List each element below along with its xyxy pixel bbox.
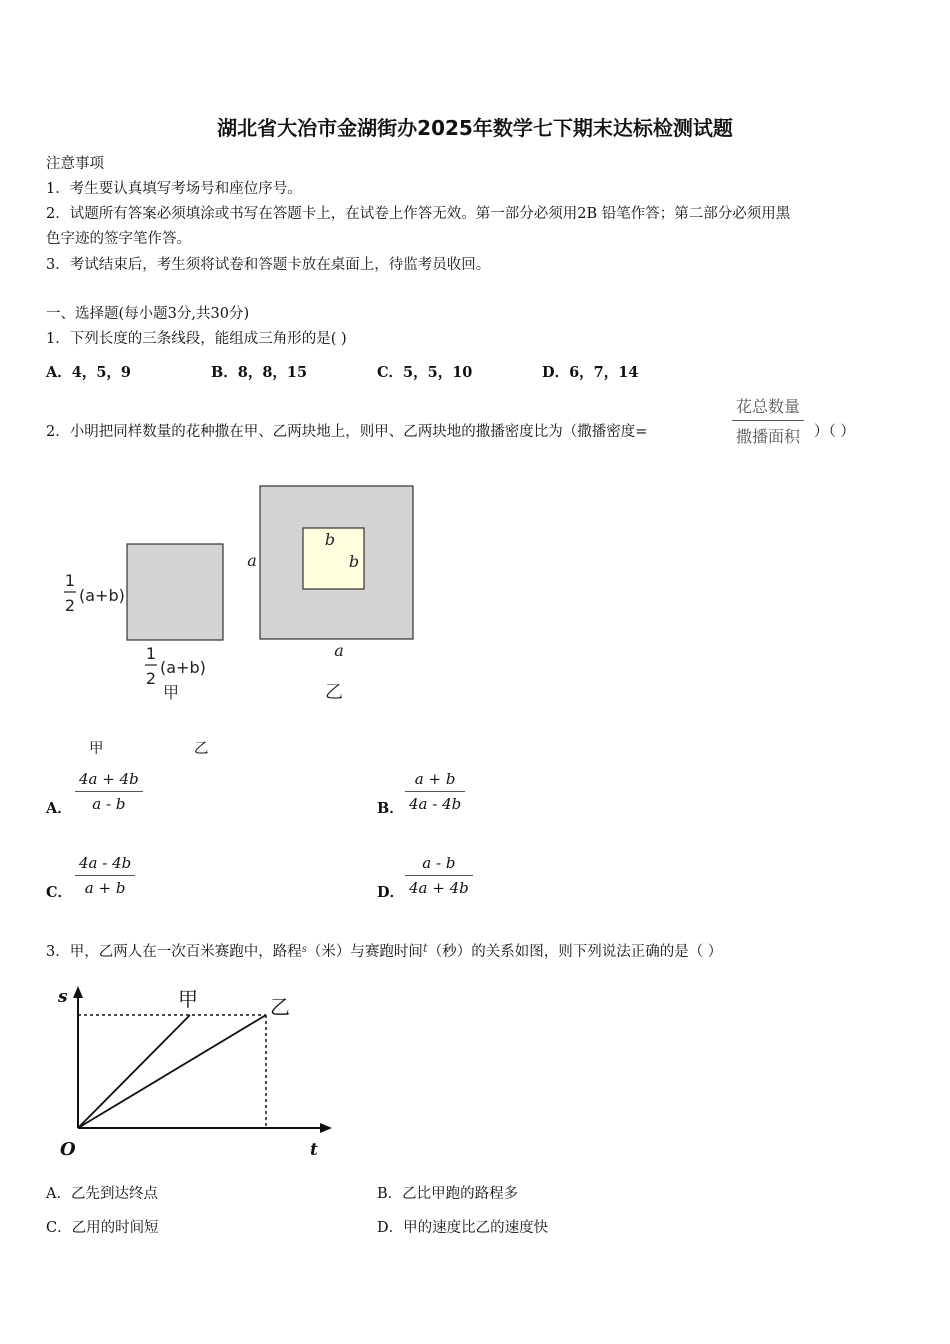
q2-caption-jia: 甲 — [89, 741, 104, 757]
q2-square-jia — [127, 544, 223, 640]
q1-option-b: B．8，8，15 — [211, 364, 308, 381]
q3-option-a-text: A．乙先到达终点 — [46, 1186, 158, 1202]
q3-stem-part-2: （米）与赛跑时间 — [306, 944, 423, 960]
q2-figure-label-yi: 乙 — [325, 682, 343, 703]
q2-option-c-den: a + b — [84, 879, 126, 897]
q3-label-yi: 乙 — [270, 995, 290, 1019]
q3-axis-label-s: s — [58, 987, 68, 1007]
q2-stem: 2．小明把同样数量的花种撒在甲、乙两块地上，则甲、乙两块地的撒播密度比为（撒播密度= — [46, 424, 648, 440]
q2-bottom-label-den: 2 — [145, 669, 157, 688]
q1-option-c: C．5，5，10 — [377, 364, 473, 381]
q3-stem-part-1: 3．甲，乙两人在一次百米赛跑中，路程 — [46, 944, 302, 960]
notice-item-1: 1．考生要认真填写考场号和座位序号。 — [46, 181, 302, 197]
q1-stem: 1．下列长度的三条线段，能组成三角形的是( ) — [46, 331, 347, 347]
q2-bottom-label-num: 1 — [145, 644, 157, 663]
q3-stem — [46, 940, 722, 961]
q2-option-d-den: 4a + 4b — [409, 879, 469, 897]
q2-option-c-num: 4a - 4b — [75, 854, 135, 876]
q2-option-d-num: a - b — [405, 854, 473, 876]
q2-option-d-letter: D． — [377, 884, 405, 901]
q1-option-a: A．4，5，9 — [46, 364, 132, 381]
q2-option-c-letter: C． — [46, 884, 73, 901]
q2-label-b-top: b — [324, 530, 336, 549]
q2-left-label-den: 2 — [64, 596, 76, 615]
q2-figure — [58, 476, 438, 708]
q3-stem-part-3: （秒）的关系如图，则下列说法正确的是（ ） — [427, 944, 723, 960]
notice-item-2: 2．试题所有答案必须填涂或书写在答题卡上，在试卷上作答无效。第一部分必须用2B 铅笔作答；第二部分必须用黑 — [46, 206, 791, 222]
section-heading: 一、选择题(每小题3分,共30分) — [46, 306, 250, 322]
q2-density-denominator: 撒播面积 — [736, 427, 801, 446]
q2-figure-label-jia: 甲 — [162, 683, 180, 702]
q2-label-a-bottom: a — [334, 641, 344, 660]
q3-axis-label-t: t — [310, 1140, 318, 1160]
q3-graph — [52, 980, 342, 1162]
q2-option-d-fraction — [405, 854, 473, 897]
q2-density-fraction — [732, 394, 804, 447]
notice-heading: 注意事项 — [46, 156, 104, 172]
q3-option-c-text: C．乙用的时间短 — [46, 1220, 159, 1236]
q2-option-a-den: a - b — [92, 795, 126, 813]
q3-option-a — [46, 1182, 158, 1203]
q2-option-b-letter: B． — [377, 800, 404, 817]
q2-stem-end: ）（ ） — [814, 424, 855, 440]
notice-item-2-cont: 色字迹的签字笔作答。 — [46, 231, 191, 247]
q2-option-a-fraction — [75, 770, 143, 813]
q2-caption-yi: 乙 — [194, 741, 209, 757]
q3-origin-label: O — [60, 1139, 76, 1160]
page-title: 湖北省大冶市金湖街办2025年数学七下期末达标检测试题 — [217, 116, 733, 140]
q2-bottom-label-expr: (a+b) — [160, 658, 206, 677]
q2-option-b-fraction — [405, 770, 465, 813]
q3-option-c — [46, 1216, 159, 1237]
q2-density-numerator: 花总数量 — [732, 394, 804, 421]
q3-var-s: s — [301, 944, 307, 955]
q2-option-a-num: 4a + 4b — [75, 770, 143, 792]
q2-option-c-fraction — [75, 854, 135, 897]
q3-option-d-text: D．甲的速度比乙的速度快 — [377, 1220, 549, 1236]
q2-left-label-expr: (a+b) — [79, 586, 125, 605]
q2-label-a-side: a — [247, 551, 257, 570]
q3-label-jia: 甲 — [178, 987, 198, 1011]
q3-option-b — [377, 1182, 518, 1203]
q3-option-b-text: B．乙比甲跑的路程多 — [377, 1186, 519, 1202]
q2-option-a-letter: A． — [46, 800, 72, 817]
q2-option-b-num: a + b — [405, 770, 465, 792]
q3-var-t: t — [422, 941, 428, 955]
notice-item-3: 3．考试结束后，考生须将试卷和答题卡放在桌面上，待监考员收回。 — [46, 257, 491, 273]
q1-option-d: D．6，7，14 — [542, 364, 639, 381]
q2-label-b-right: b — [348, 552, 360, 571]
q2-option-b-den: 4a - 4b — [409, 795, 462, 813]
q2-left-label-num: 1 — [64, 571, 76, 590]
q3-option-d — [377, 1216, 548, 1237]
